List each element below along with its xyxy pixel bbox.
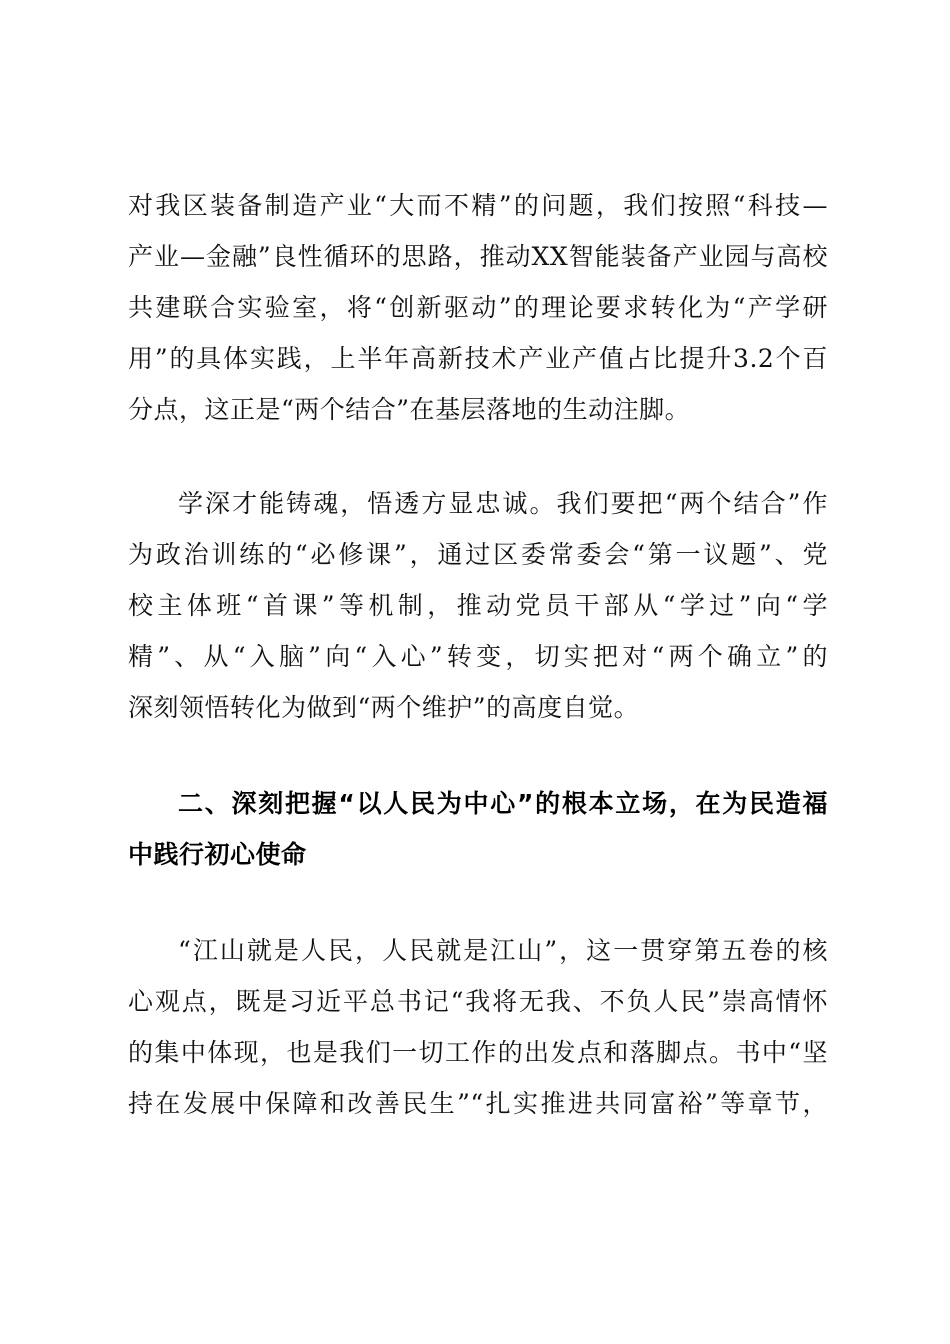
- paragraph-line: 持在发展中保障和改善民生”“扎实推进共同富裕”等章节，: [128, 1089, 828, 1118]
- paragraph-line: 共建联合实验室，将“创新驱动”的理论要求转化为“产学研: [128, 293, 828, 322]
- paragraph-line: “江山就是人民，人民就是江山”，这一贯穿第五卷的核: [178, 936, 828, 965]
- paragraph-line: 心观点，既是习近平总书记“我将无我、不负人民”崇高情怀: [128, 987, 828, 1016]
- paragraph-line: 分点，这正是“两个结合”在基层落地的生动注脚。: [128, 395, 691, 424]
- paragraph-line: 深刻领悟转化为做到“两个维护”的高度自觉。: [128, 693, 640, 722]
- heading-line: 二、深刻把握“以人民为中心”的根本立场，在为民造福: [178, 789, 828, 818]
- paragraph-line: 产业—金融”良性循环的思路，推动XX智能装备产业园与高校: [128, 242, 828, 271]
- paragraph-line: 校主体班“首课”等机制，推动党员干部从“学过”向“学: [128, 591, 828, 620]
- paragraph-line: 学深才能铸魂，悟透方显忠诚。我们要把“两个结合”作: [178, 489, 828, 518]
- paragraph-line: 用”的具体实践，上半年高新技术产业产值占比提升3.2个百: [128, 344, 828, 373]
- heading-line: 中践行初心使命: [128, 840, 307, 869]
- paragraph-line: 对我区装备制造产业“大而不精”的问题，我们按照“科技—: [128, 191, 828, 220]
- paragraph-line: 为政治训练的“必修课”，通过区委常委会“第一议题”、党: [128, 540, 828, 569]
- paragraph-line: 的集中体现，也是我们一切工作的出发点和落脚点。书中“坚: [128, 1038, 828, 1067]
- paragraph-line: 精”、从“入脑”向“入心”转变，切实把对“两个确立”的: [128, 642, 828, 671]
